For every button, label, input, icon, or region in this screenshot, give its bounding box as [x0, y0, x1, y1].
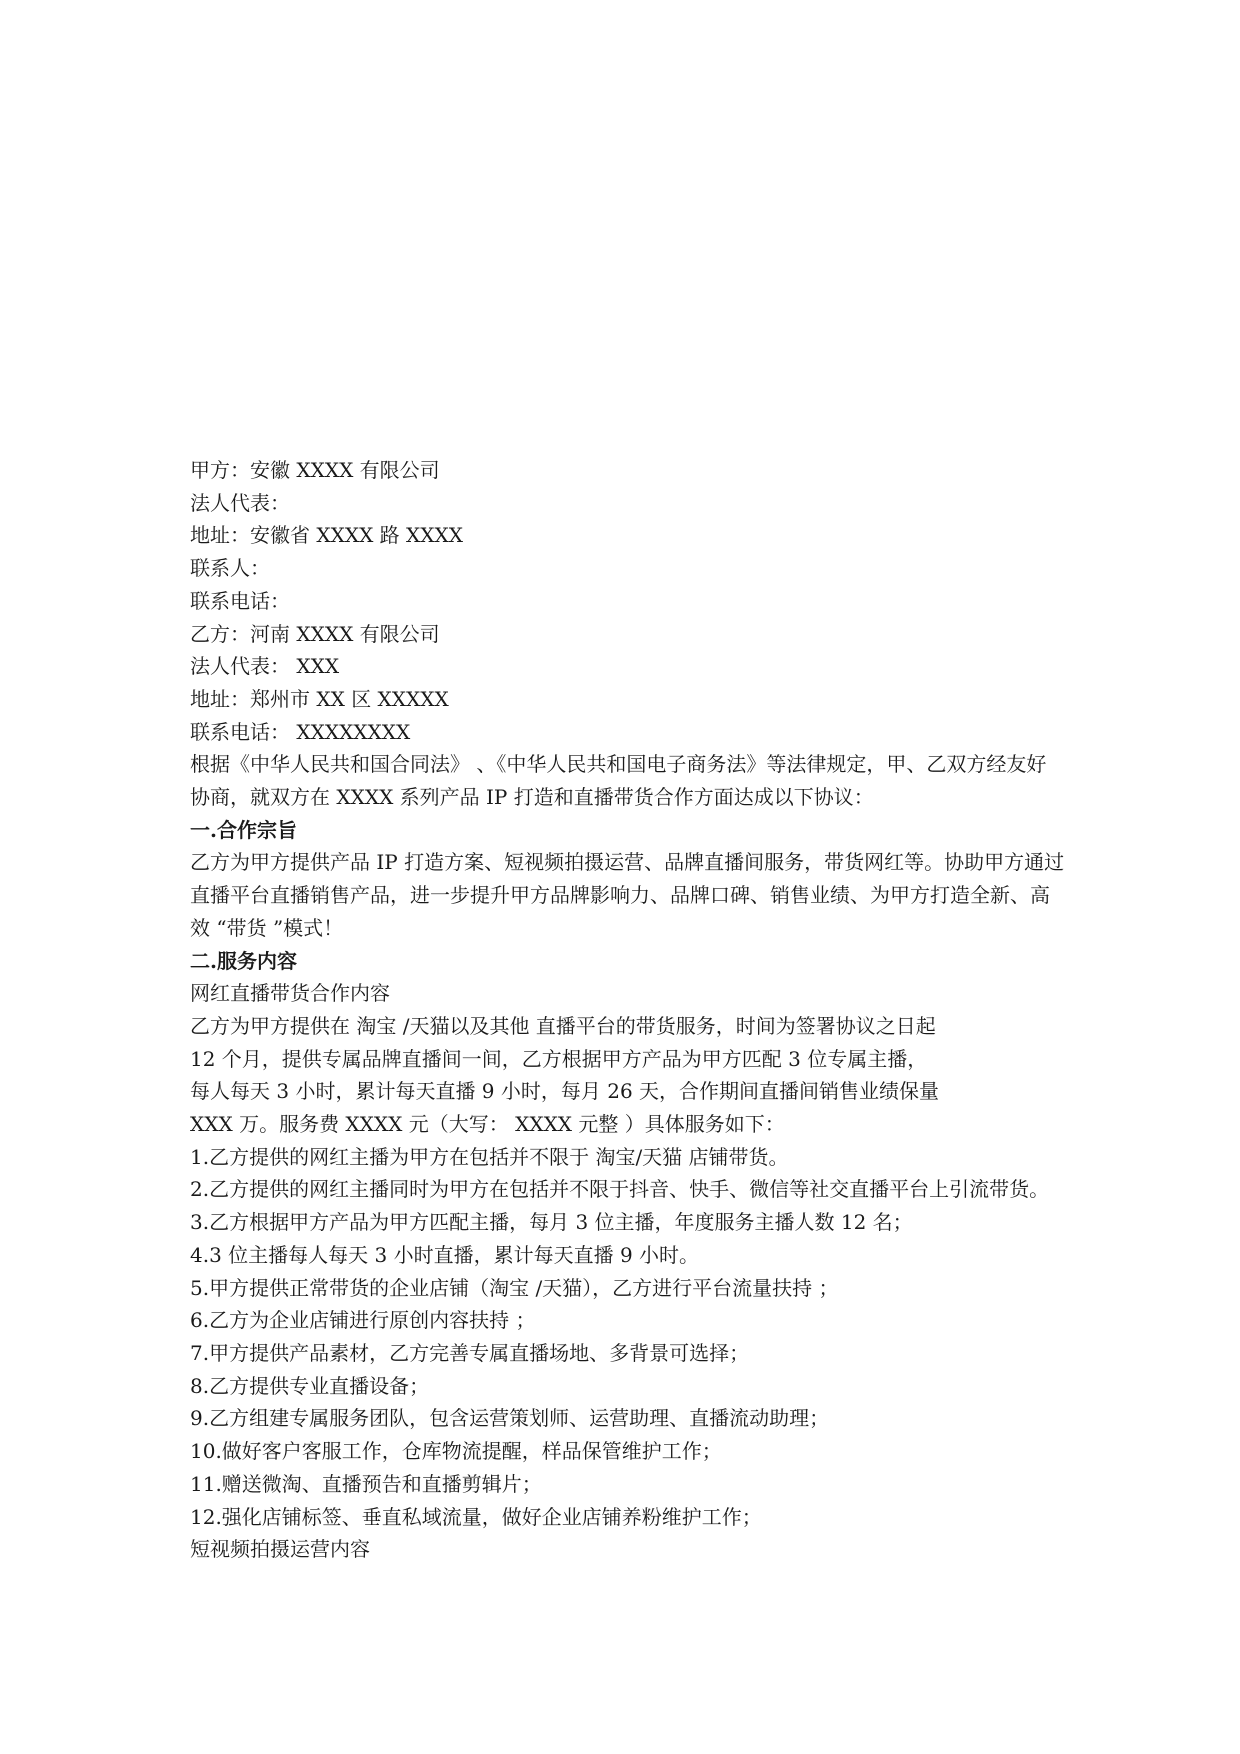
contract-body: [190, 454, 1065, 1566]
section-2-intro: [190, 1010, 1065, 1141]
preamble-paragraph: 根据《中华人民共和国合同法》 、《中华人民共和国电子商务法》等法律规定，甲、乙双方经友好协商，就双方在 XXXX 系列产品 IP 打造和直播带货合作方面达成以下协议：: [190, 752, 1047, 810]
service-item: 3.乙方根据甲方产品为甲方匹配主播，每月 3 位主播，年度服务主播人数 12 名；: [190, 1210, 913, 1235]
service-item: 12.强化店铺标签、垂直私域流量，做好企业店铺养粉维护工作；: [190, 1504, 762, 1529]
party-a-contact: 联系人：: [190, 556, 270, 581]
service-item: 10.做好客户客服工作，仓库物流提醒，样品保管维护工作；: [190, 1439, 722, 1464]
short-video-subheading: 短视频拍摄运营内容: [190, 1537, 370, 1562]
intro-line: XXX 万。服务费 XXXX 元（大写： XXXX 元整 ）具体服务如下：: [190, 1112, 785, 1137]
party-a-address: 地址：安徽省 XXXX 路 XXXX: [190, 523, 463, 548]
section-2-heading: 二.服务内容: [190, 948, 297, 973]
party-a-legal-rep: 法人代表：: [190, 490, 290, 515]
intro-line: 每人每天 3 小时，累计每天直播 9 小时，每月 26 天，合作期间直播间销售业绩保量: [190, 1079, 940, 1104]
party-b-legal-rep: 法人代表： XXX: [190, 654, 340, 679]
service-item: 4.3 位主播每人每天 3 小时直播，累计每天直播 9 小时。: [190, 1242, 700, 1267]
party-b-name: 乙方：河南 XXXX 有限公司: [190, 621, 440, 646]
intro-line: 乙方为甲方提供在 淘宝 /天猫以及其他 直播平台的带货服务，时间为签署协议之日起: [190, 1013, 936, 1038]
party-b-block: [190, 618, 1065, 749]
party-b-phone: 联系电话： XXXXXXXX: [190, 719, 411, 744]
service-item: 9.乙方组建专属服务团队，包含运营策划师、运营助理、直播流动助理；: [190, 1406, 830, 1431]
party-a-block: [190, 454, 1065, 618]
intro-line: 12 个月，提供专属品牌直播间一间，乙方根据甲方产品为甲方匹配 3 位专属主播，: [190, 1046, 928, 1071]
service-item-list: [190, 1141, 1065, 1533]
party-a-name: 甲方：安徽 XXXX 有限公司: [190, 458, 440, 482]
section-1-body: 乙方为甲方提供产品 IP 打造方案、短视频拍摄运营、品牌直播间服务，带货网红等。协助甲方通过直播平台直播销售产品，进一步提升甲方品牌影响力、品牌口碑、销售业绩、为甲方打造全新、高效 “带货 ”模式！: [190, 850, 1065, 940]
service-item: 11.赠送微淘、直播预告和直播剪辑片；: [190, 1471, 542, 1496]
party-a-phone: 联系电话：: [190, 588, 290, 613]
service-item: 1.乙方提供的网红主播为甲方在包括并不限于 淘宝/天猫 店铺带货。: [190, 1144, 789, 1169]
service-item: 7.甲方提供产品素材，乙方完善专属直播场地、多背景可选择；: [190, 1340, 750, 1365]
section-2-subheading: 网红直播带货合作内容: [190, 981, 390, 1006]
service-item: 8.乙方提供专业直播设备；: [190, 1373, 430, 1398]
section-1-heading: 一.合作宗旨: [190, 817, 297, 842]
party-b-address: 地址：郑州市 XX 区 XXXXX: [190, 686, 449, 711]
service-item: 5.甲方提供正常带货的企业店铺（淘宝 /天猫），乙方进行平台流量扶持 ；: [190, 1275, 839, 1300]
service-item: 6.乙方为企业店铺进行原创内容扶持 ；: [190, 1308, 536, 1333]
service-item: 2.乙方提供的网红主播同时为甲方在包括并不限于抖音、快手、微信等社交直播平台上引流带货。: [190, 1177, 1050, 1202]
